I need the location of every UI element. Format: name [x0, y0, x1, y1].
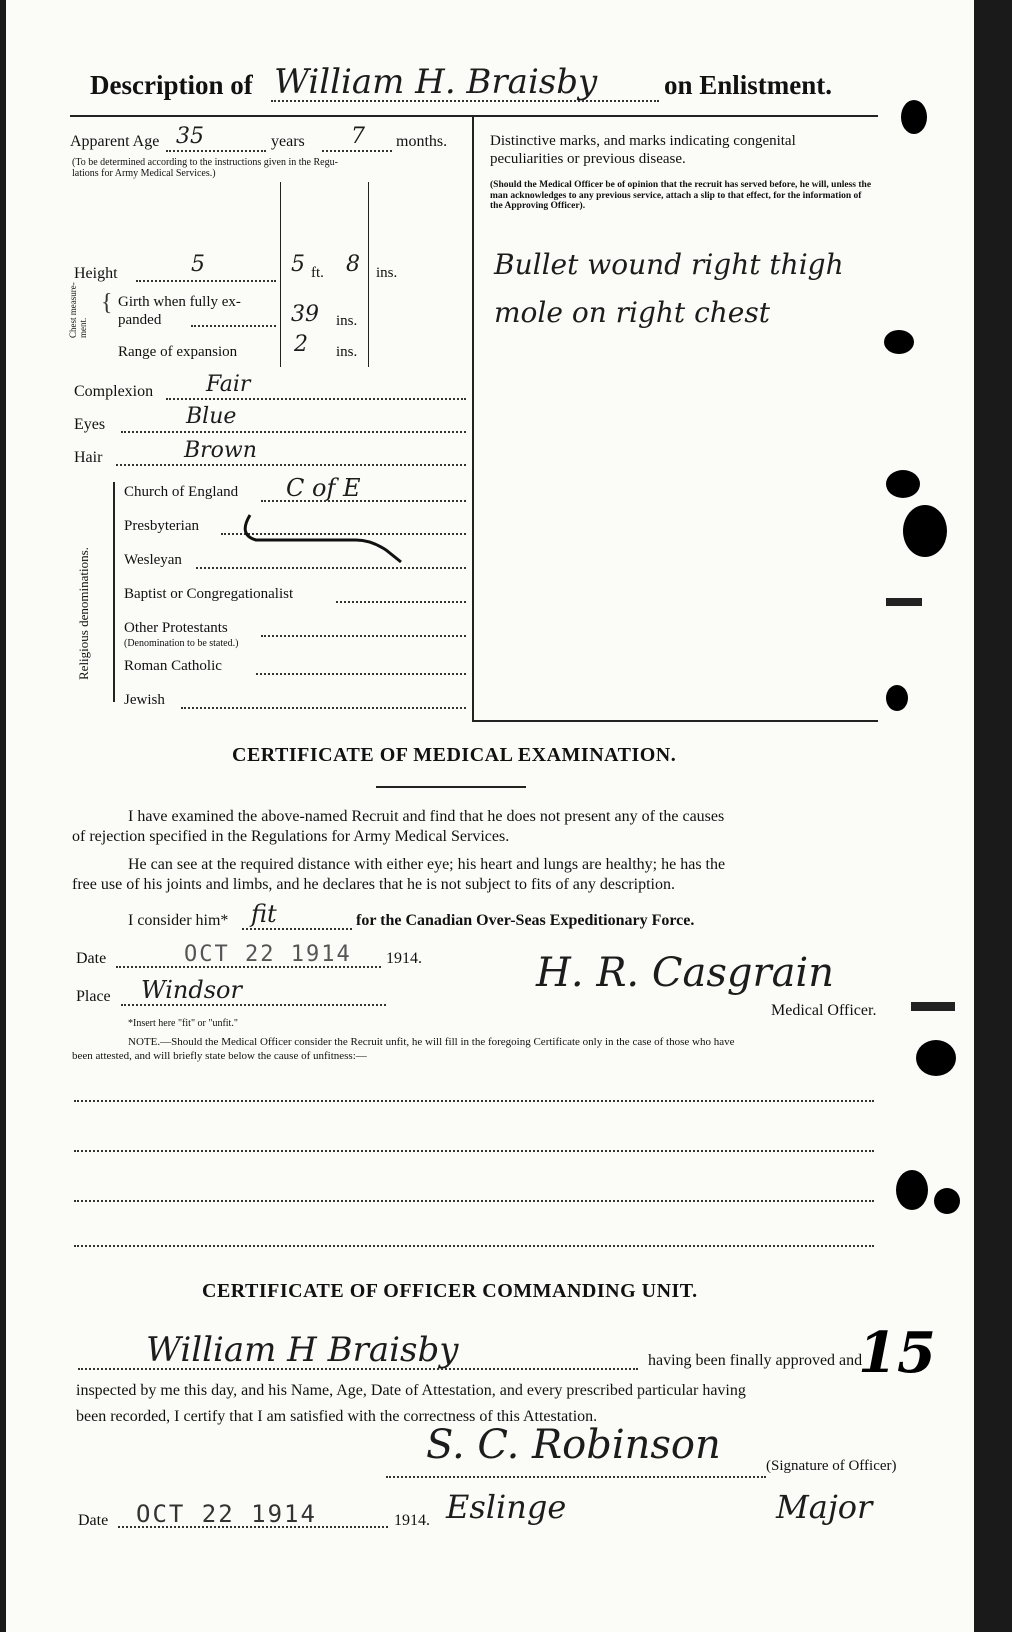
commanding-line3: been recorded, I certify that I am satisfied with the correctness of this Attestation. [76, 1408, 598, 1425]
religion-value: C of E [286, 474, 361, 502]
medical-date-label: Date [76, 950, 107, 967]
height-ft-value: 5 [291, 252, 305, 277]
right-bottom-rule [474, 720, 878, 722]
denomination-note: (Denomination to be stated.) [124, 638, 239, 649]
age-months-value: 7 [351, 124, 365, 149]
religion-label: Church of England [124, 484, 239, 500]
hair-line [116, 464, 466, 466]
edge-blot [886, 598, 922, 606]
medical-officer-signature: H. R. Casgrain [536, 950, 834, 996]
insert-note: *Insert here "fit" or "unfit." [128, 1018, 238, 1029]
religion-bracket [113, 482, 115, 702]
consider-value: fit [251, 900, 277, 928]
marks-line-1: Bullet wound right thigh [494, 248, 844, 281]
ins-label: ins. [376, 265, 398, 281]
consider-label: I consider him* [128, 912, 229, 929]
religion-line [261, 500, 466, 502]
girth-value: 39 [291, 302, 319, 327]
commanding-year: 1914. [394, 1512, 430, 1529]
medical-date-stamp: OCT 22 1914 [184, 942, 352, 967]
medical-para1a: I have examined the above-named Recruit and find that he does not present any of the causes [128, 808, 725, 825]
unfitness-line [74, 1100, 874, 1102]
header-name-line [271, 100, 659, 102]
unfitness-line [74, 1150, 874, 1152]
unfitness-line [74, 1200, 874, 1202]
commanding-name: William H Braisby [146, 1330, 459, 1370]
commanding-date-stamp: OCT 22 1914 [136, 1500, 317, 1528]
months-label: months. [396, 133, 448, 150]
eyes-line [121, 431, 466, 433]
eyes-label: Eyes [74, 416, 106, 433]
distinctive-marks-note: (Should the Medical Officer be of opinion that the recruit has served before, he will, unless the man acknowledges to any previous service, attach a slip to that effect, for the information of the Approving Officer). [490, 180, 872, 211]
marks-line-2: mole on right chest [494, 296, 770, 329]
commanding-date-line [118, 1526, 388, 1528]
eyes-value: Blue [186, 404, 237, 429]
place-label: Place [76, 988, 111, 1005]
distinctive-marks-heading: Distinctive marks, and marks indicating congenital peculiarities or previous disease. [490, 133, 796, 167]
religion-line [261, 635, 466, 637]
header-prefix: Description of [90, 70, 253, 100]
complexion-label: Complexion [74, 383, 154, 400]
age-note: (To be determined according to the instructions given in the Regu- lations for Army Medical Services.) [72, 157, 338, 179]
commanding-line2: inspected by me this day, and his Name, Age, Date of Attestation, and every prescribed particular having [76, 1382, 746, 1399]
range-label: Range of expansion [118, 344, 238, 360]
range-ins-label: ins. [336, 344, 358, 360]
religion-line [256, 673, 466, 675]
edge-blot [911, 1002, 955, 1011]
commanding-rank-hand: Major [776, 1488, 873, 1526]
commanding-name-line [78, 1368, 638, 1370]
religion-line [336, 601, 466, 603]
height-col-line-2 [368, 182, 369, 367]
header-suffix: on Enlistment. [664, 70, 833, 100]
hair-label: Hair [74, 449, 103, 466]
height-in-value: 8 [346, 252, 360, 277]
girth-ins-label: ins. [336, 313, 358, 329]
top-rule [70, 115, 878, 117]
age-label: Apparent Age [70, 133, 160, 150]
commanding-date-label: Date [78, 1512, 109, 1529]
medical-date-line [116, 966, 381, 968]
height-line [136, 280, 276, 282]
medical-officer-label: Medical Officer. [771, 1002, 877, 1019]
medical-para2b: free use of his joints and limbs, and he declares that he is not subject to fits of any description. [72, 876, 675, 893]
height-col-line [280, 182, 281, 367]
ditto-stroke [236, 510, 406, 570]
medical-note-a: NOTE.—Should the Medical Officer consider the Recruit unfit, he will fill in the foregoing Certificate only in the case of those who have [128, 1036, 735, 1048]
place-value: Windsor [141, 976, 242, 1004]
age-years-line [166, 150, 266, 152]
commanding-signature-line [386, 1476, 766, 1478]
edge-blot [934, 1188, 960, 1214]
religion-line [196, 567, 466, 569]
edge-blot [916, 1040, 956, 1076]
religion-label: Baptist or Congregationalist [124, 586, 294, 602]
attestation-page [6, 0, 974, 1632]
hair-value: Brown [184, 438, 257, 463]
chest-side-label: Chest measure-ment. [68, 282, 88, 338]
commanding-line1: having been finally approved and [648, 1352, 863, 1369]
edge-blot [886, 470, 920, 498]
complexion-value: Fair [206, 372, 251, 397]
medical-para2a: He can see at the required distance with either eye; his heart and lungs are healthy; he has the [128, 856, 726, 873]
edge-blot [901, 100, 927, 134]
religion-label: Wesleyan [124, 552, 182, 568]
girth-line [191, 325, 276, 327]
consider-line [242, 928, 352, 930]
medical-year: 1914. [386, 950, 422, 967]
chest-brace: { [101, 290, 113, 316]
girth-label: Girth when fully ex- panded [118, 294, 241, 328]
height-ft-filler: 5 [191, 252, 205, 277]
height-label: Height [74, 265, 118, 282]
medical-title: CERTIFICATE OF MEDICAL EXAMINATION. [232, 744, 677, 766]
edge-blot [903, 505, 947, 557]
religion-label: Presbyterian [124, 518, 199, 534]
religion-label: Jewish [124, 692, 165, 708]
religion-line [181, 707, 466, 709]
column-divider [472, 117, 474, 722]
range-value: 2 [294, 332, 308, 357]
medical-title-rule [376, 786, 526, 788]
religion-label: Roman Catholic [124, 658, 222, 674]
complexion-line [166, 398, 466, 400]
place-line [121, 1004, 386, 1006]
unfitness-line [74, 1245, 874, 1247]
age-months-line [322, 150, 392, 152]
ft-label: ft. [311, 265, 324, 281]
commanding-signature: S. C. Robinson [426, 1422, 721, 1468]
corner-folio-mark: 15 [858, 1320, 936, 1386]
years-label: years [271, 133, 305, 150]
commanding-title: CERTIFICATE OF OFFICER COMMANDING UNIT. [202, 1280, 698, 1302]
medical-para1b: of rejection specified in the Regulations for Army Medical Services. [72, 828, 510, 845]
medical-note-b: been attested, and will briefly state below the cause of unfitness:— [72, 1050, 367, 1062]
consider-suffix: for the Canadian Over-Seas Expeditionary Force. [356, 912, 695, 929]
edge-blot [896, 1170, 928, 1210]
commanding-place-hand: Eslinge [446, 1488, 567, 1526]
edge-blot [884, 330, 914, 354]
religion-side-label: Religious denominations. [76, 547, 91, 680]
edge-blot [886, 685, 908, 711]
signature-label: (Signature of Officer) [766, 1458, 897, 1474]
header-name: William H. Braisby [274, 62, 598, 102]
religion-label: Other Protestants [124, 620, 228, 636]
age-years-value: 35 [176, 124, 204, 149]
